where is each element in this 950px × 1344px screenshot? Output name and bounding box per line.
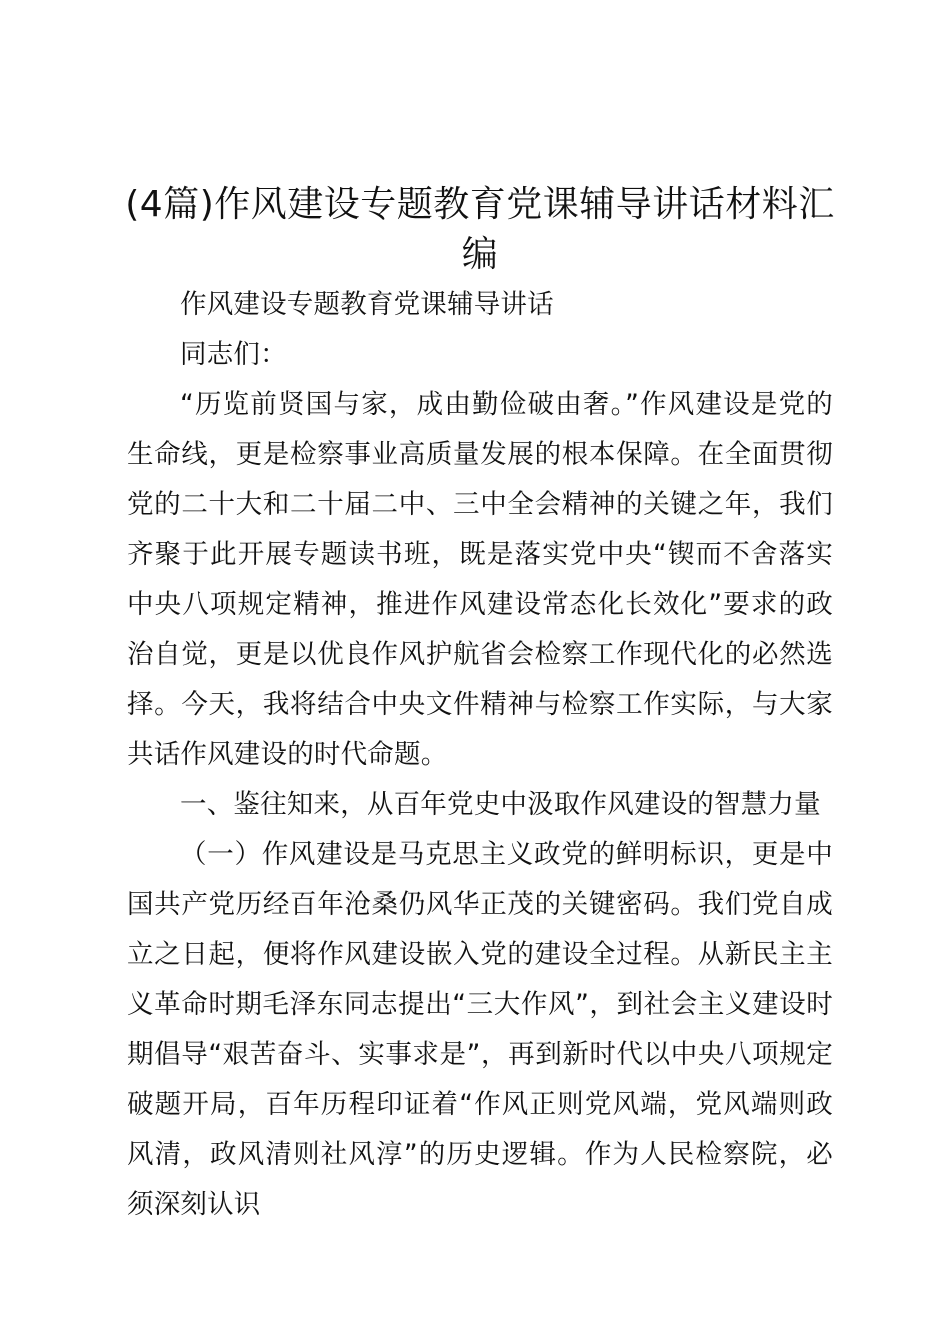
section-heading: 一、鉴往知来，从百年党史中汲取作风建设的智慧力量 (180, 789, 821, 820)
document-body (127, 280, 833, 1230)
document-title: (4篇)作风建设专题教育党课辅导讲话材料汇编 (125, 184, 835, 275)
section-paragraph: （一）作风建设是马克思主义政党的鲜明标识，更是中国共产党历经百年沧桑仍风华正茂的关键密码。我们党自成立之日起，便将作风建设嵌入党的建设全过程。从新民主主义革命时期毛泽东同志提出“三大作风”，到社会主义建设时期倡导“艰苦奋斗、实事求是”，再到新时代以中央八项规定破题开局，百年历程印证着“作风正则党风端，党风端则政风清，政风清则社风淳”的历史逻辑。作为人民检察院，必须深刻认识 (127, 839, 833, 1220)
intro-paragraph: “历览前贤国与家，成由勤俭破由奢。”作风建设是党的生命线，更是检察事业高质量发展的根本保障。在全面贯彻党的二十大和二十届二中、三中全会精神的关键之年，我们齐聚于此开展专题读书班，既是落实党中央“锲而不舍落实中央八项规定精神，推进作风建设常态化长效化”要求的政治自觉，更是以优良作风护航省会检察工作现代化的必然选择。今天，我将结合中央文件精神与检察工作实际，与大家共话作风建设的时代命题。 (127, 389, 833, 770)
speech-subtitle: 作风建设专题教育党课辅导讲话 (180, 289, 554, 320)
salutation: 同志们： (180, 339, 287, 370)
